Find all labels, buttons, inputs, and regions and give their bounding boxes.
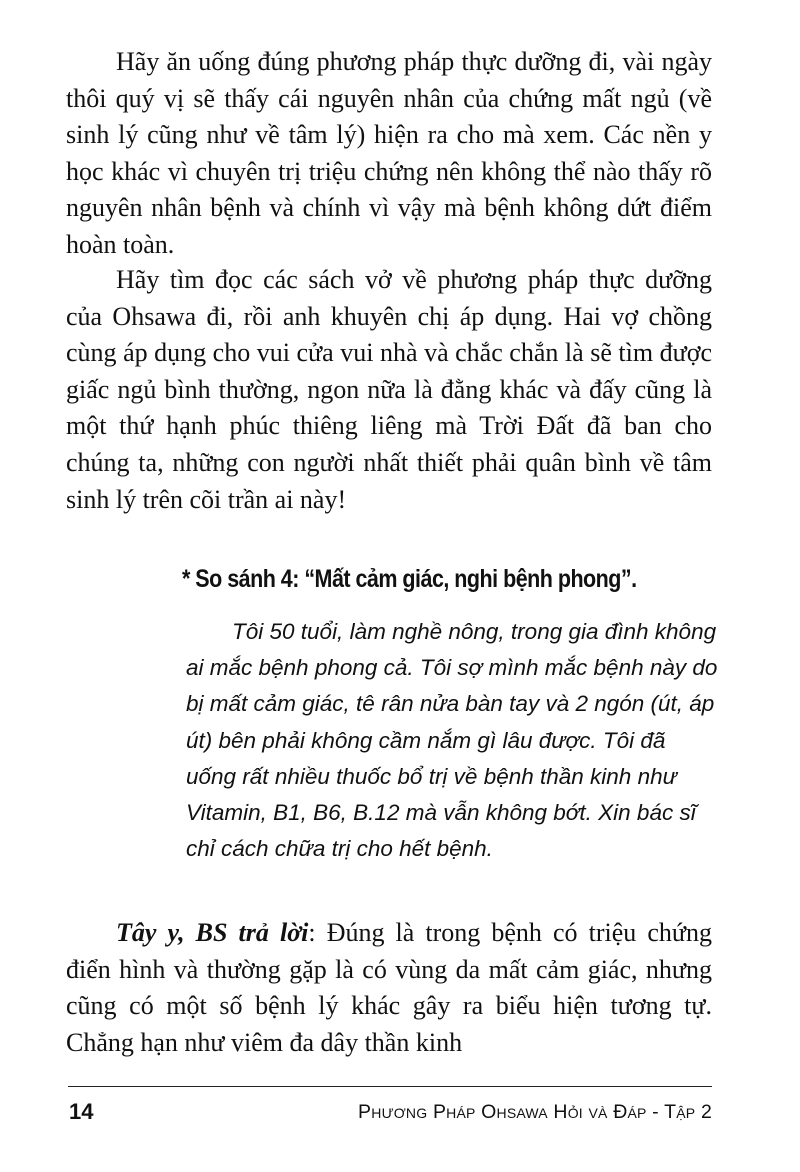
section-heading: * So sánh 4: “Mất cảm giác, nghi bệnh phong”. [182,565,637,593]
running-title: Phương Pháp Ohsawa Hỏi và Đáp - Tập 2 [358,1101,712,1123]
answer-lead: Tây y, BS trả lời [116,918,309,947]
answer-text: : Đúng là trong bệnh có triệu chứng điển hình và thường gặp là có vùng da mất cảm giác, nhưng cũng có một số bệnh lý khác gây ra biểu hiện tương tự. Chẳng hạn như viêm đa dây thần kinh [66,918,712,1057]
answer-paragraph [66,915,712,1061]
paragraph-1: Hãy ăn uống đúng phương pháp thực dưỡng đi, vài ngày thôi quý vị sẽ thấy cái nguyên nhân của chứng mất ngủ (về sinh lý cũng như về tâm lý) hiện ra cho mà xem. Các nền y học khác vì chuyên trị triệu chứng nên không thể nào thấy rõ nguyên nhân bệnh và chính vì vậy mà bệnh không dứt điểm hoàn toàn. [66,47,712,259]
question-text: Tôi 50 tuổi, làm nghề nông, trong gia đình không ai mắc bệnh phong cả. Tôi sợ mình mắc bệnh này do bị mất cảm giác, tê rân nửa bàn tay và 2 ngón (út, áp út) bên phải không cầm nắm gì lâu được. Tôi đã uống rất nhiều thuốc bổ trị về bệnh thần kinh như Vitamin, B1, B6, B.12 mà vẫn không bớt. Xin bác sĩ chỉ cách chữa trị cho hết bệnh. [186,619,718,862]
paragraph-2: Hãy tìm đọc các sách vở về phương pháp thực dưỡng của Ohsawa đi, rồi anh khuyên chị áp dụng. Hai vợ chồng cùng áp dụng cho vui cửa vui nhà và chắc chắn là sẽ tìm được giấc ngủ bình thường, ngon nữa là đằng khác và đấy cũng là một thứ hạnh phúc thiêng liêng mà Trời Đất đã ban cho chúng ta, những con người nhất thiết phải quân bình về tâm sinh lý trên cõi trần ai này! [66,265,712,514]
page-number: 14 [69,1099,94,1124]
footer-rule [68,1086,712,1087]
